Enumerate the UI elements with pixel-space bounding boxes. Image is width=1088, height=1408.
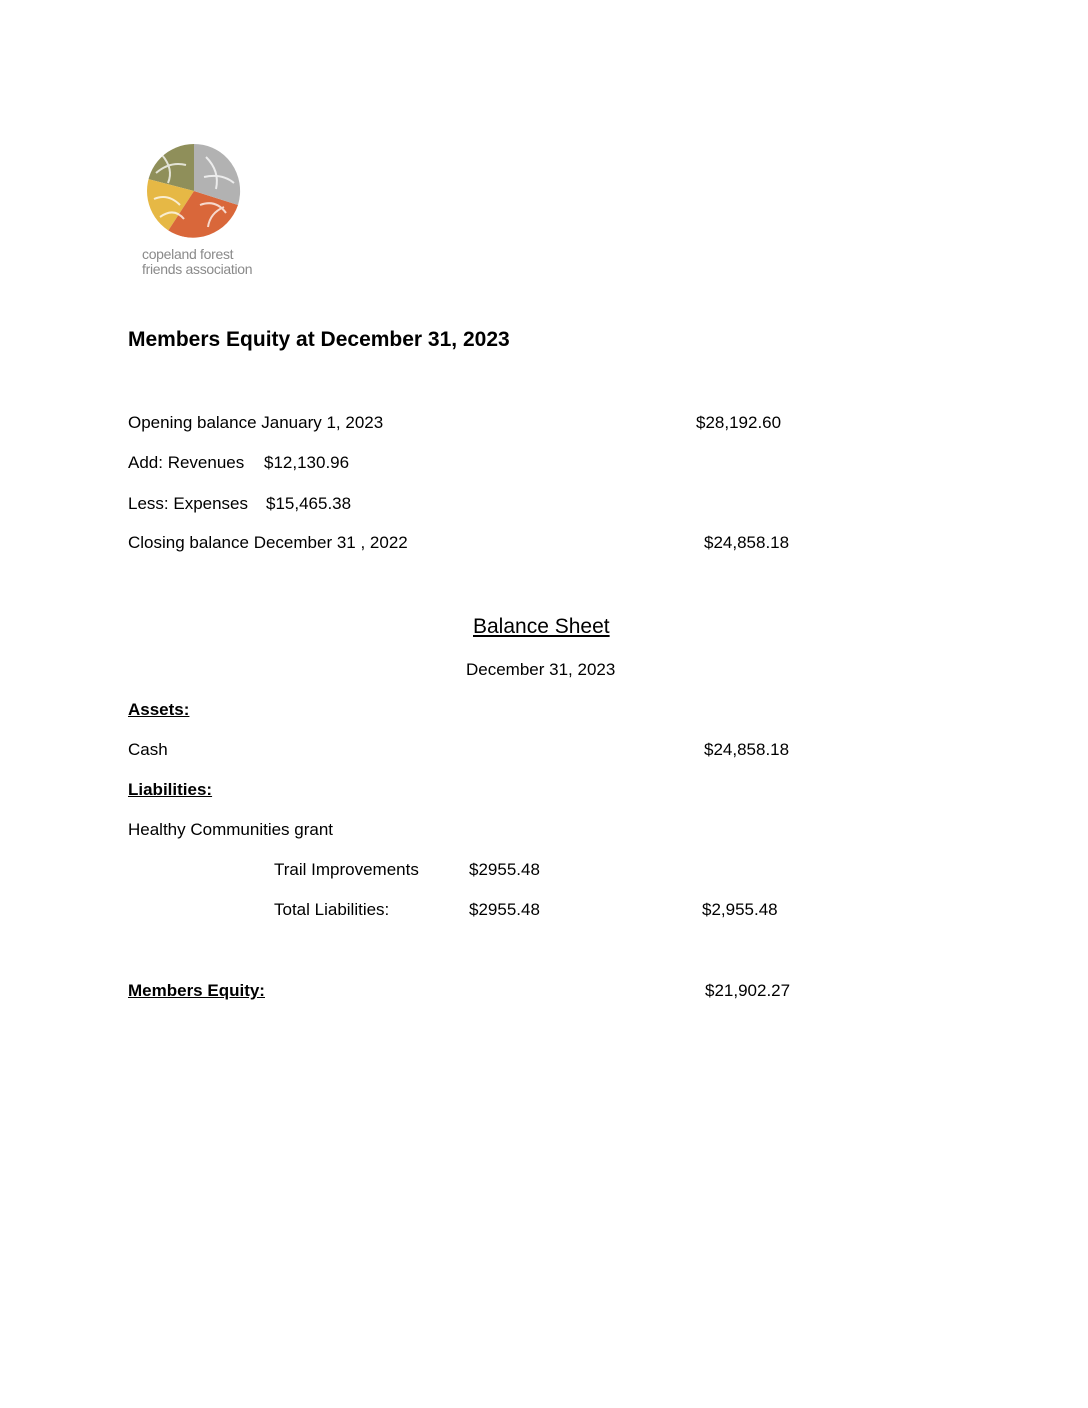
organization-logo: [142, 143, 253, 283]
total-liabilities-label: Total Liabilities:: [274, 900, 390, 919]
total-liabilities-value: $2955.48: [469, 900, 540, 919]
opening-balance-label: Opening balance January 1, 2023: [128, 413, 384, 432]
members-equity-label: Members Equity:: [128, 981, 265, 1000]
trail-improvements-value: $2955.48: [469, 860, 540, 879]
logo-text-line1: copeland forest: [142, 246, 234, 262]
cash-label: Cash: [128, 740, 168, 759]
total-liabilities-right-value: $2,955.48: [702, 900, 778, 919]
expenses-label: Less: Expenses: [128, 494, 249, 513]
leaf-quad-logo-icon: [146, 143, 242, 239]
expenses-value: $15,465.38: [266, 494, 352, 513]
logo-text-line2: friends association: [142, 261, 253, 277]
trail-improvements-label: Trail Improvements: [274, 860, 419, 879]
revenues-value: $12,130.96: [264, 453, 350, 472]
balance-sheet-title: Balance Sheet: [473, 615, 610, 638]
revenues-label: Add: Revenues: [128, 453, 245, 472]
balance-sheet-date: December 31, 2023: [466, 660, 616, 679]
closing-balance-value: $24,858.18: [704, 533, 790, 552]
equity-title: Members Equity at December 31, 2023: [128, 328, 510, 351]
closing-balance-label: Closing balance December 31 , 2022: [128, 533, 408, 552]
opening-balance-value: $28,192.60: [696, 413, 782, 432]
assets-heading: Assets:: [128, 700, 190, 719]
cash-value: $24,858.18: [704, 740, 790, 759]
grant-label: Healthy Communities grant: [128, 820, 334, 839]
members-equity-value: $21,902.27: [705, 981, 791, 1000]
liabilities-heading: Liabilities:: [128, 780, 213, 799]
